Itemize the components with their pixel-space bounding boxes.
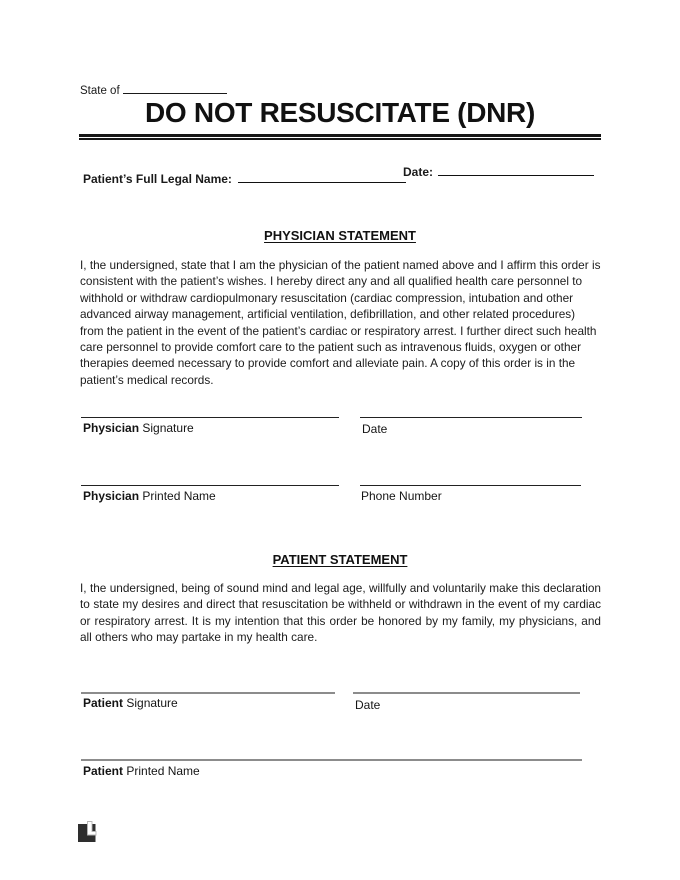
patient-statement-heading: PATIENT STATEMENT bbox=[272, 552, 408, 567]
patient-date-line-field[interactable] bbox=[353, 692, 580, 694]
patient-printed-name-label bbox=[83, 764, 200, 778]
physician-phone-label: Phone Number bbox=[361, 489, 442, 503]
patient-signature-line-field[interactable] bbox=[81, 692, 335, 694]
physician-printed-name-label-word: Printed Name bbox=[139, 489, 216, 503]
physician-signature-line-field[interactable] bbox=[81, 417, 339, 418]
physician-printed-name-label-role: Physician bbox=[83, 489, 140, 503]
legal-templates-logo-icon bbox=[78, 821, 101, 844]
patient-statement-paragraph: I, the undersigned, being of sound mind and legal age, willfully and voluntarily make this declaration to state my desires and direct that resuscitation be withheld or withdrawn in the event of my cardiac or respiratory arrest. It is my intention that this order be honored by my family, my physicians, and all others who may partake in my health care. bbox=[80, 581, 601, 645]
physician-printed-name-line-field[interactable] bbox=[81, 485, 339, 486]
physician-signature-label-word: Signature bbox=[139, 421, 194, 435]
patient-printed-name-line-field[interactable] bbox=[81, 759, 582, 761]
title-divider-rule bbox=[79, 134, 601, 140]
patient-printed-name-label-role: Patient bbox=[83, 764, 124, 778]
physician-date-label: Date bbox=[362, 422, 388, 436]
patient-date-label: Date bbox=[355, 698, 381, 712]
patient-name-label: Patient’s Full Legal Name: bbox=[83, 172, 232, 186]
header-date-label: Date: bbox=[403, 165, 434, 179]
patient-signature-label bbox=[83, 696, 178, 710]
state-of-blank-field[interactable] bbox=[123, 81, 227, 94]
state-of-row bbox=[80, 81, 227, 97]
physician-signature-label-role: Physician bbox=[83, 421, 140, 435]
physician-signature-label bbox=[83, 421, 194, 435]
patient-name-blank-field[interactable] bbox=[238, 169, 406, 183]
patient-printed-name-label-word: Printed Name bbox=[123, 764, 200, 778]
page-title: DO NOT RESUSCITATE (DNR) bbox=[145, 97, 535, 128]
physician-statement-paragraph: I, the undersigned, state that I am the physician of the patient named above and I affirm this order is consistent with the patient’s wishes. I hereby direct any and all qualified health care personnel to withhold or withdraw cardiopulmonary resuscitation (cardiac compression, intubation and other advanced airway management, artificial ventilation, defibrillation, and other related procedures) from the patient in the event of the patient’s cardiac or respiratory arrest. I further direct such health care personnel to provide comfort care to the patient such as intravenous fluids, oxygen or other therapies deemed necessary to provide comfort and alleviate pain. A copy of this order is in the patient’s medical records. bbox=[80, 258, 601, 387]
patient-signature-label-role: Patient bbox=[83, 696, 124, 710]
header-date-row bbox=[403, 162, 594, 179]
physician-date-line-field[interactable] bbox=[360, 417, 582, 418]
patient-name-row bbox=[83, 169, 406, 186]
physician-statement-heading: PHYSICIAN STATEMENT bbox=[264, 228, 416, 243]
header-date-blank-field[interactable] bbox=[438, 162, 594, 176]
physician-printed-name-label bbox=[83, 489, 216, 503]
state-of-label: State of bbox=[80, 85, 120, 97]
physician-phone-line-field[interactable] bbox=[360, 485, 581, 486]
patient-signature-label-word: Signature bbox=[123, 696, 178, 710]
